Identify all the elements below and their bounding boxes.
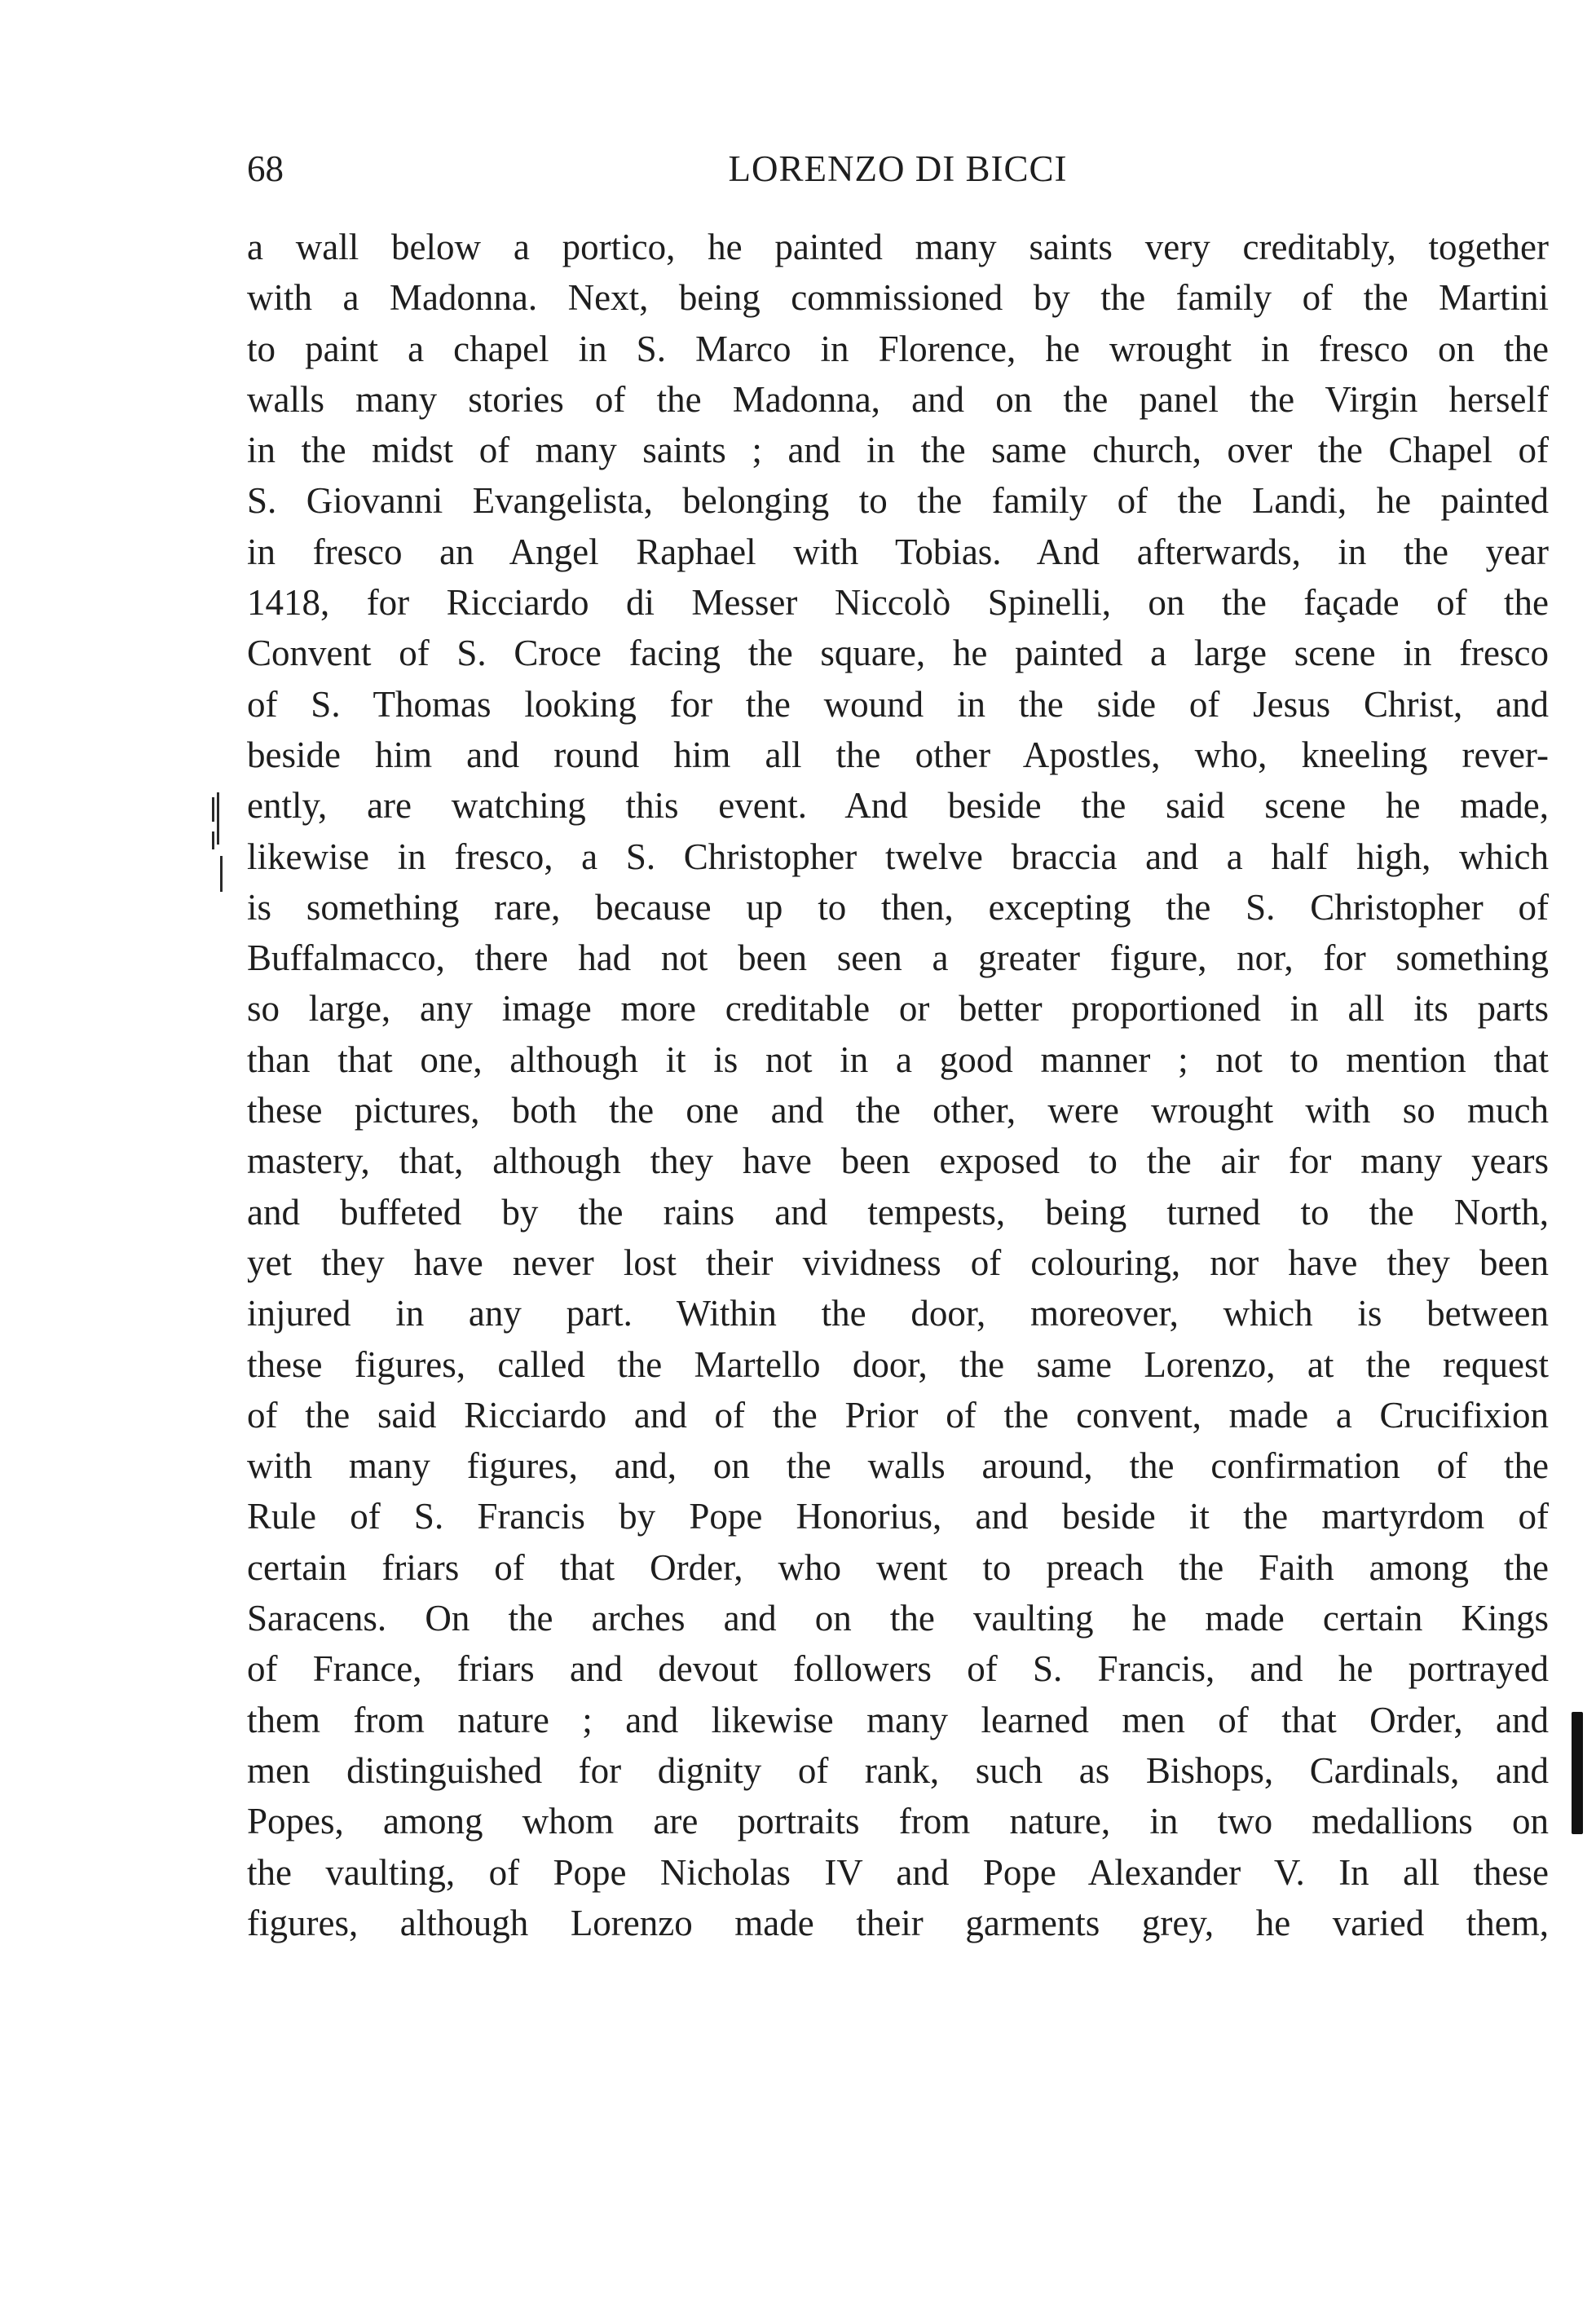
text-line: Convent of S. Croce facing the square, he painted a large scene in fresco xyxy=(247,633,1549,674)
page-edge-mark xyxy=(1572,1712,1583,1834)
text-line: of France, friars and devout followers of S. Francis, and he portrayed xyxy=(247,1648,1549,1690)
text-line: beside him and round him all the other Apostles, who, kneeling rever- xyxy=(247,734,1549,775)
text-line: walls many stories of the Madonna, and on the panel the Virgin herself xyxy=(247,378,1549,420)
text-line: figures, although Lorenzo made their garments grey, he varied them, xyxy=(247,1902,1549,1943)
text-line: likewise in fresco, a S. Christopher twelve braccia and a half high, which xyxy=(247,836,1549,877)
text-line: than that one, although it is not in a good manner ; not to mention that xyxy=(247,1039,1549,1080)
text-line: Buffalmacco, there had not been seen a greater figure, nor, for something xyxy=(247,937,1549,979)
text-line: men distinguished for dignity of rank, such as Bishops, Cardinals, and xyxy=(247,1749,1549,1791)
text-line: these figures, called the Martello door, the same Lorenzo, at the request xyxy=(247,1343,1549,1385)
text-line: to paint a chapel in S. Marco in Florence, he wrought in fresco on the xyxy=(247,328,1549,369)
text-line: yet they have never lost their vividness of colouring, nor have they been xyxy=(247,1242,1549,1283)
running-head xyxy=(247,140,1549,197)
text-line: with many figures, and, on the walls around, the confirmation of the xyxy=(247,1445,1549,1487)
text-line: these pictures, both the one and the other, were wrought with so much xyxy=(247,1090,1549,1131)
text-line: of S. Thomas looking for the wound in the side of Jesus Christ, and xyxy=(247,683,1549,725)
text-line: ently, are watching this event. And beside the said scene he made, xyxy=(247,785,1549,827)
text-line: of the said Ricciardo and of the Prior of the convent, made a Crucifixion xyxy=(247,1394,1549,1436)
text-line: Rule of S. Francis by Pope Honorius, and beside it the martyrdom of xyxy=(247,1496,1549,1537)
text-line: with a Madonna. Next, being commissioned by the family of the Martini xyxy=(247,277,1549,319)
body-text xyxy=(247,222,1549,1948)
text-line: them from nature ; and likewise many learned men of that Order, and xyxy=(247,1699,1549,1740)
text-line: so large, any image more creditable or better proportioned in all its parts xyxy=(247,988,1549,1030)
text-line: Popes, among whom are portraits from nature, in two medallions on xyxy=(247,1801,1549,1842)
text-line: mastery, that, although they have been exposed to the air for many years xyxy=(247,1140,1549,1182)
text-line: Saracens. On the arches and on the vaulting he made certain Kings xyxy=(247,1598,1549,1639)
text-line: the vaulting, of Pope Nicholas IV and Pope Alexander V. In all these xyxy=(247,1851,1549,1893)
text-line: and buffeted by the rains and tempests, being turned to the North, xyxy=(247,1191,1549,1233)
margin-scan-mark xyxy=(212,792,227,894)
running-title: LORENZO DI BICCI xyxy=(728,148,1068,189)
page-number: 68 xyxy=(247,148,284,189)
text-line: injured in any part. Within the door, moreover, which is between xyxy=(247,1293,1549,1334)
text-line: a wall below a portico, he painted many saints very creditably, together xyxy=(247,227,1549,267)
text-line: certain friars of that Order, who went to preach the Faith among the xyxy=(247,1546,1549,1588)
text-line: in the midst of many saints ; and in the same church, over the Chapel of xyxy=(247,430,1549,471)
text-line: 1418, for Ricciardo di Messer Niccolò Spinelli, on the façade of the xyxy=(247,582,1549,624)
text-line: in fresco an Angel Raphael with Tobias. And afterwards, in the year xyxy=(247,531,1549,572)
text-line: S. Giovanni Evangelista, belonging to the family of the Landi, he painted xyxy=(247,480,1549,522)
text-line: is something rare, because up to then, excepting the S. Christopher of xyxy=(247,886,1549,928)
